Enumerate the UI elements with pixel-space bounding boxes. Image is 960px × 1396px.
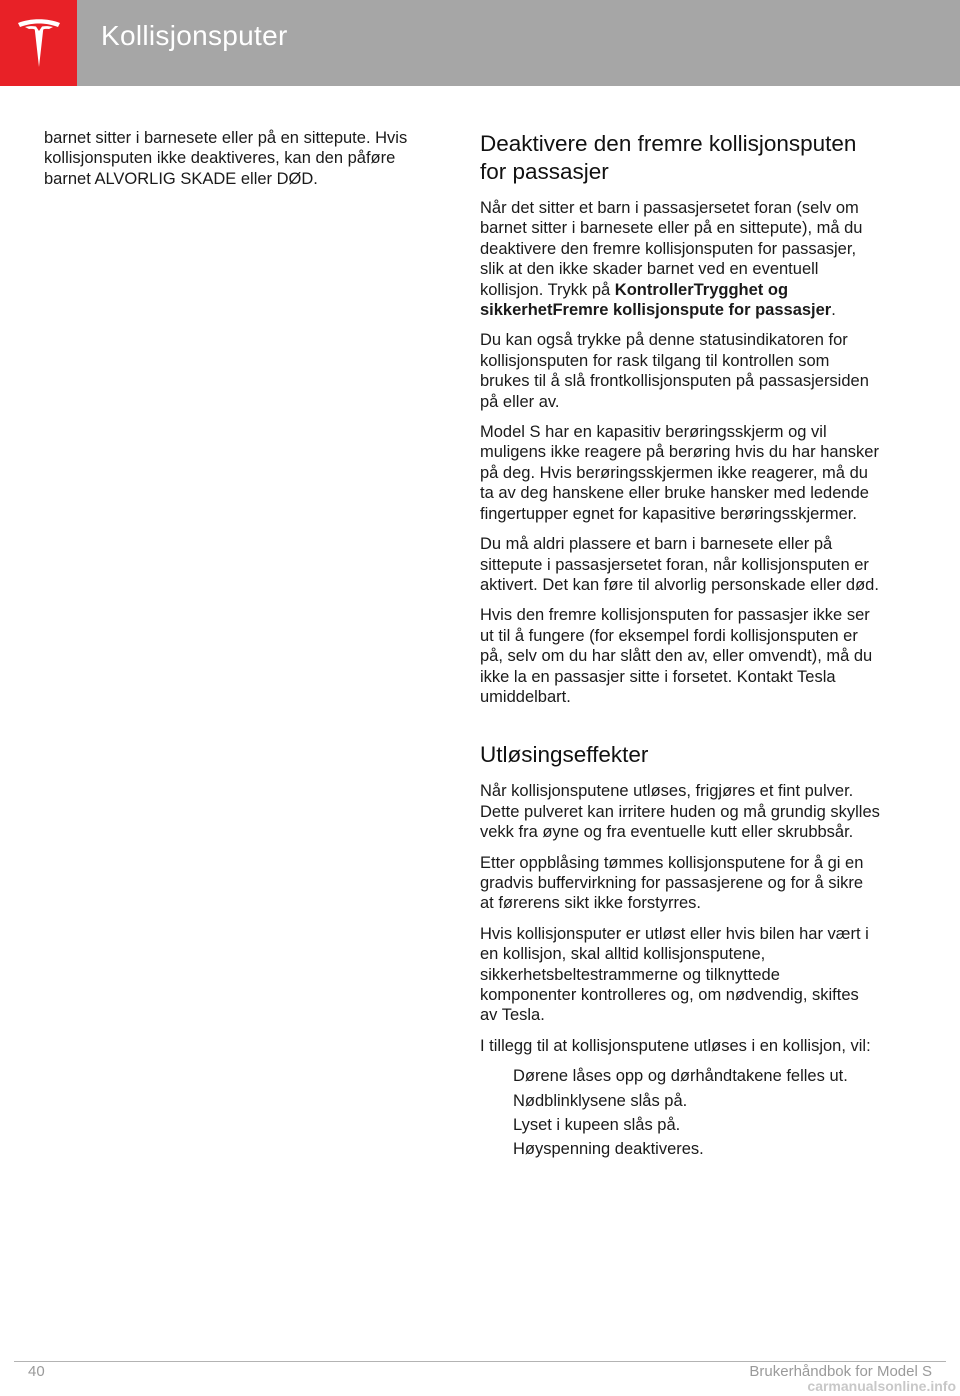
paragraph-touchscreen: Model S har en kapasitiv berøringsskjerm og vil muligens ikke reagere på berøring hvis du har hansker på deg. Hvis berøringsskjermen ikke reagerer, må du ta av deg hanskene eller bruke hansker med ledende fingertupper egnet for kapasitive berøringsskjermer. (480, 423, 879, 523)
paragraph-powder: Når kollisjonsputene utløses, frigjøres et fint pulver. Dette pulveret kan irritere huden og må grundig skylles vekk fra øyne og fra eventuelle kutt eller skrubbsår. (480, 782, 880, 842)
paragraph-deactivate-instructions (480, 198, 880, 320)
paragraph-inspection: Hvis kollisjonsputer er utløst eller hvis bilen har vært i en kollisjon, skal alltid kollisjonsputene, sikkerhetsbeltestrammerne og tilknyttede komponenter kontrolleres og, om nødvendig, skiftes av Tesla. (480, 924, 869, 1025)
list-item: Høyspenning deaktiveres. (513, 1140, 704, 1159)
section-heading-deactivate: Deaktivere den fremre kollisjonsputen for passasjer (480, 131, 857, 184)
menu-path: KontrollerTrygghet og sikkerhetFremre kollisjonspute for passasjer (480, 280, 832, 320)
page-title: Kollisjonsputer (101, 20, 288, 51)
paragraph-status-indicator: Du kan også trykke på denne statusindikatoren for kollisjonsputen for rask tilgang til kontrollen som brukes til å slå frontkollisjonsputen på passasjersiden på eller av. (480, 331, 869, 411)
watermark: carmanualsonline.info (807, 1378, 956, 1394)
right-column (480, 130, 880, 1164)
footer-manual-title: Brukerhåndbok for Model S (749, 1363, 932, 1380)
paragraph-additional: I tillegg til at kollisjonsputene utløses i en kollisjon, vil: (480, 1036, 871, 1055)
list-item: Dørene låses opp og dørhåndtakene felles ut. (513, 1067, 848, 1086)
header-bar (77, 0, 960, 86)
left-paragraph: barnet sitter i barnesete eller på en sittepute. Hvis kollisjonsputen ikke deaktiveres, kan den påføre barnet ALVORLIG SKADE eller DØD. (44, 129, 408, 188)
left-column (44, 128, 434, 199)
paragraph-text: Når det sitter et barn i passasjersetet foran (selv om barnet sitter i barnesete eller på en sittepute), må du deaktivere den fremre kollisjonsputen for passasjer, slik at den ikke skader barnet ved en eventuell kollisjon. Trykk på (480, 199, 863, 299)
footer-divider (14, 1361, 946, 1362)
section-heading-effects: Utløsingseffekter (480, 742, 649, 768)
page-number: 40 (28, 1363, 45, 1380)
tesla-logo-icon (16, 17, 62, 69)
paragraph-malfunction: Hvis den fremre kollisjonsputen for passasjer ikke ser ut til å fungere (for eksempel fordi kollisjonsputen er på, selv om du har slått den av, eller omvendt), må du ikke la en passasjer sitte i forsetet. Kontakt Tesla umiddelbart. (480, 606, 873, 706)
list-item: Lyset i kupeen slås på. (513, 1116, 681, 1135)
paragraph-end: . (831, 301, 836, 320)
header-logo-box (0, 0, 77, 86)
effects-list (480, 1066, 880, 1160)
list-item: Nødblinklysene slås på. (513, 1091, 688, 1110)
paragraph-deflation: Etter oppblåsing tømmes kollisjonsputene for å gi en gradvis buffervirkning for passasjerene og for å sikre at førerens sikt ikke forstyrres. (480, 853, 864, 913)
paragraph-child-warning: Du må aldri plassere et barn i barnesete eller på sittepute i passasjersetet foran, når kollisjonsputen er aktivert. Det kan føre til alvorlig personskade eller død. (480, 535, 879, 594)
